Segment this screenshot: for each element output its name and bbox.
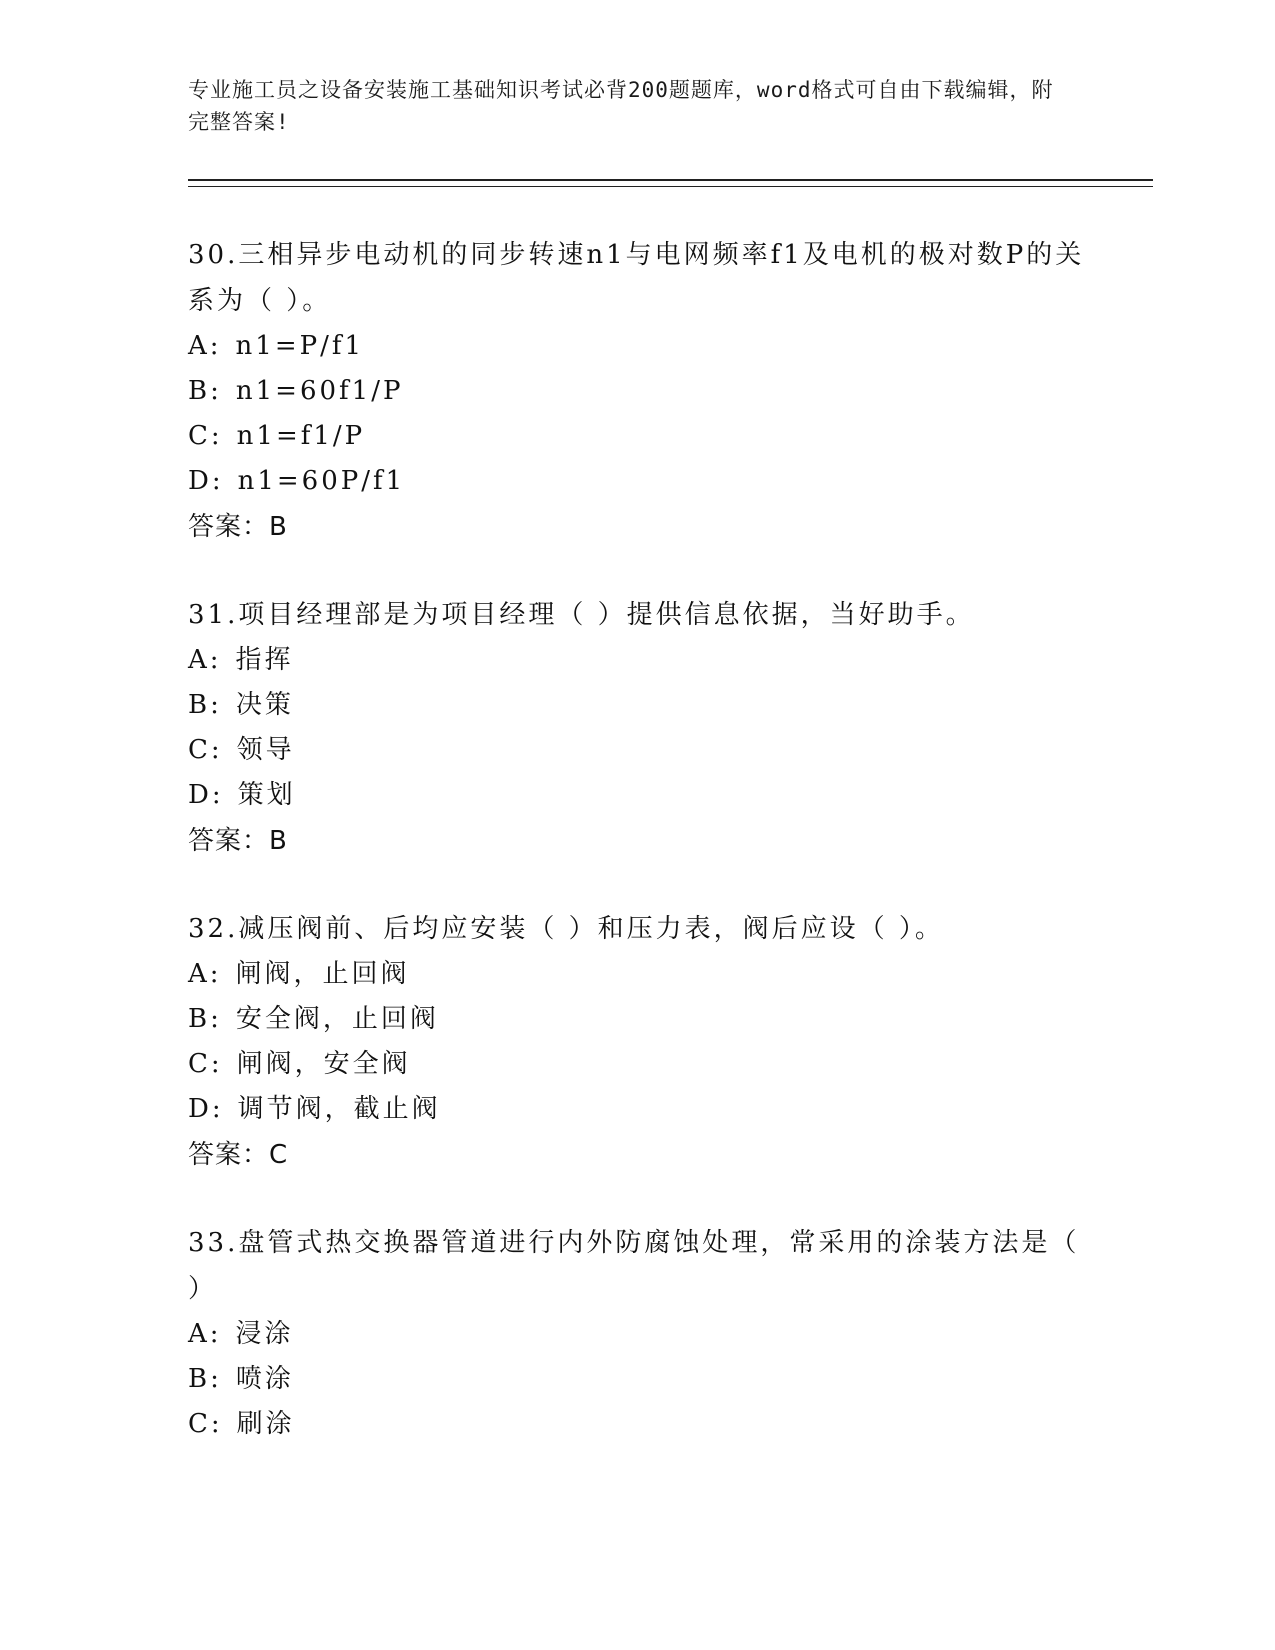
option-a (188, 324, 1088, 369)
option-text: 闸阀，安全阀 (236, 1049, 411, 1079)
option-letter: D: (188, 466, 224, 496)
option-a (188, 1312, 1088, 1357)
option-letter: B: (188, 376, 222, 406)
option-d (188, 1087, 1088, 1132)
option-c (188, 414, 1088, 459)
question-stem: 31.项目经理部是为项目经理（ ）提供信息依据，当好助手。 (188, 600, 975, 630)
option-text: n1=f1/P (236, 421, 366, 451)
option-letter: B: (188, 1004, 222, 1034)
option-text: n1=60P/f1 (237, 466, 406, 496)
option-b (188, 683, 1088, 728)
question-stem: 32.减压阀前、后均应安装（ ）和压力表，阀后应设（ ）。 (188, 914, 944, 944)
option-letter: C: (188, 1049, 223, 1079)
option-text: n1=P/f1 (235, 331, 365, 361)
option-text: 浸涂 (235, 1319, 294, 1349)
option-text: 安全阀，止回阀 (235, 1004, 439, 1034)
option-text: 闸阀，止回阀 (235, 959, 410, 989)
option-c (188, 1042, 1088, 1087)
option-text: 调节阀，截止阀 (237, 1094, 441, 1124)
option-letter: B: (188, 1364, 222, 1394)
option-b (188, 1357, 1088, 1402)
question-stem: 33.盘管式热交换器管道进行内外防腐蚀处理，常采用的涂装方法是（ ） (188, 1228, 1080, 1304)
option-letter: A: (188, 959, 222, 989)
question-list (188, 232, 1088, 1489)
header-divider (188, 179, 1153, 187)
option-d (188, 459, 1088, 504)
option-letter: A: (188, 1319, 222, 1349)
option-text: 策划 (237, 780, 296, 810)
option-letter: C: (188, 735, 223, 765)
document-header (188, 74, 1068, 138)
option-b (188, 369, 1088, 414)
question-stem: 30.三相异步电动机的同步转速n1与电网频率f1及电机的极对数P的关系为（ ）。 (188, 240, 1085, 316)
question-33 (188, 1220, 1088, 1447)
question-31 (188, 592, 1088, 864)
option-a (188, 952, 1088, 997)
answer-line: 答案：B (188, 826, 288, 856)
option-letter: A: (188, 645, 222, 675)
option-letter: B: (188, 690, 222, 720)
option-letter: C: (188, 421, 223, 451)
option-text: 决策 (235, 690, 294, 720)
answer-line: 答案：B (188, 512, 288, 542)
option-c (188, 1402, 1088, 1447)
option-letter: C: (188, 1409, 223, 1439)
option-a (188, 638, 1088, 683)
option-letter: A: (188, 331, 222, 361)
option-letter: D: (188, 780, 224, 810)
option-text: 领导 (236, 735, 295, 765)
option-c (188, 728, 1088, 773)
answer-line: 答案：C (188, 1140, 289, 1170)
option-b (188, 997, 1088, 1042)
header-title: 专业施工员之设备安装施工基础知识考试必背200题题库，word格式可自由下载编辑，附完整答案! (188, 78, 1054, 134)
option-text: 刷涂 (236, 1409, 295, 1439)
option-text: n1=60f1/P (235, 376, 404, 406)
option-text: 喷涂 (235, 1364, 294, 1394)
option-d (188, 773, 1088, 818)
option-letter: D: (188, 1094, 224, 1124)
question-30 (188, 232, 1088, 550)
option-text: 指挥 (235, 645, 294, 675)
question-32 (188, 906, 1088, 1178)
